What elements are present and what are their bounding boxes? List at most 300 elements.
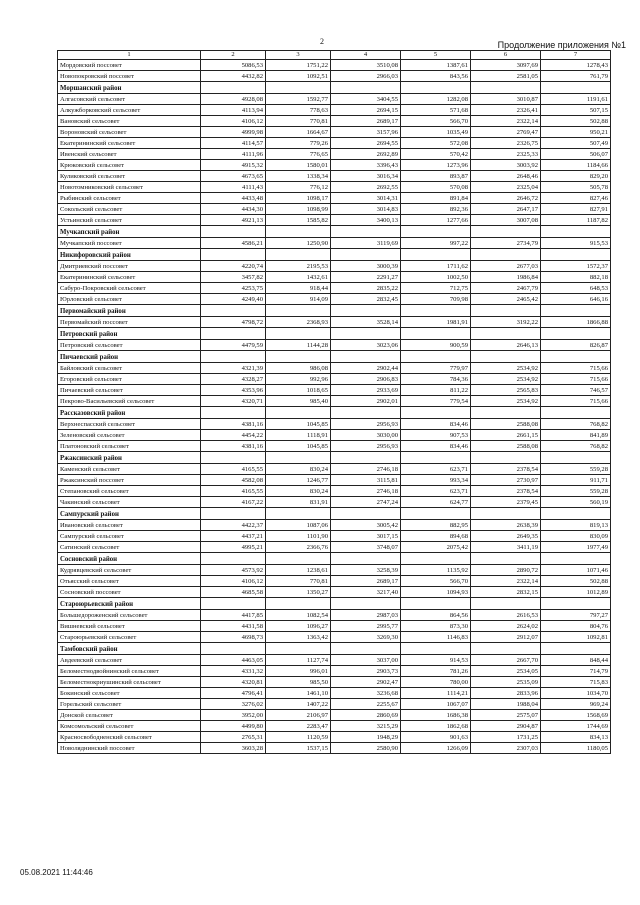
- value-cell: 781,26: [401, 666, 471, 677]
- value-cell: 779,26: [266, 138, 331, 149]
- settlement-name: Староюрьевский сельсовет: [58, 632, 201, 643]
- table-row: [58, 475, 611, 486]
- value-cell: 1094,93: [401, 587, 471, 598]
- value-cell: 715,66: [541, 396, 611, 407]
- empty-cell: [266, 351, 331, 363]
- table-row: [58, 294, 611, 305]
- settlement-name: Юрловский сельсовет: [58, 294, 201, 305]
- table-row: [58, 688, 611, 699]
- value-cell: 2689,17: [331, 576, 401, 587]
- value-cell: 1572,37: [541, 261, 611, 272]
- value-cell: 505,78: [541, 182, 611, 193]
- value-cell: 4798,72: [201, 317, 266, 328]
- value-cell: 911,71: [541, 475, 611, 486]
- value-cell: 4106,12: [201, 576, 266, 587]
- value-cell: 1082,54: [266, 610, 331, 621]
- value-cell: 918,44: [266, 283, 331, 294]
- district-row: [58, 328, 611, 340]
- value-cell: 1731,25: [471, 732, 541, 743]
- value-cell: 4220,74: [201, 261, 266, 272]
- district-row: [58, 553, 611, 565]
- value-cell: 4921,13: [201, 215, 266, 226]
- empty-cell: [201, 407, 266, 419]
- value-cell: 985,40: [266, 396, 331, 407]
- table-row: [58, 464, 611, 475]
- value-cell: 2534,92: [471, 374, 541, 385]
- value-cell: 993,34: [401, 475, 471, 486]
- value-cell: 1101,90: [266, 531, 331, 542]
- value-cell: 1664,67: [266, 127, 331, 138]
- empty-cell: [266, 643, 331, 655]
- value-cell: 2747,24: [331, 497, 401, 508]
- value-cell: 3215,29: [331, 721, 401, 732]
- empty-cell: [201, 328, 266, 340]
- value-cell: 776,12: [266, 182, 331, 193]
- value-cell: 2956,93: [331, 441, 401, 452]
- value-cell: 2692,89: [331, 149, 401, 160]
- value-cell: 3115,81: [331, 475, 401, 486]
- value-cell: 819,13: [541, 520, 611, 531]
- value-cell: 4253,75: [201, 283, 266, 294]
- value-cell: 560,19: [541, 497, 611, 508]
- column-number: 5: [401, 51, 471, 60]
- empty-cell: [401, 305, 471, 317]
- value-cell: 3010,87: [471, 94, 541, 105]
- district-name: Первомайский район: [58, 305, 201, 317]
- table-body: [58, 51, 611, 754]
- value-cell: 770,81: [266, 576, 331, 587]
- empty-cell: [541, 226, 611, 238]
- value-cell: 2588,08: [471, 441, 541, 452]
- table-row: [58, 732, 611, 743]
- value-cell: 1180,05: [541, 743, 611, 754]
- value-cell: 1686,38: [401, 710, 471, 721]
- empty-cell: [331, 407, 401, 419]
- value-cell: 1092,81: [541, 632, 611, 643]
- settlement-name: Байловский сельсовет: [58, 363, 201, 374]
- value-cell: 907,53: [401, 430, 471, 441]
- value-cell: 3016,34: [331, 171, 401, 182]
- value-cell: 2616,53: [471, 610, 541, 621]
- value-cell: 804,76: [541, 621, 611, 632]
- settlement-name: Рыбинский сельсовет: [58, 193, 201, 204]
- value-cell: 2646,13: [471, 340, 541, 351]
- district-name: Сампурский район: [58, 508, 201, 520]
- value-cell: 2106,97: [266, 710, 331, 721]
- table-row: [58, 340, 611, 351]
- value-cell: 2378,54: [471, 486, 541, 497]
- value-cell: 2581,05: [471, 71, 541, 82]
- empty-cell: [201, 452, 266, 464]
- value-cell: 2832,15: [471, 587, 541, 598]
- value-cell: 1096,27: [266, 621, 331, 632]
- value-cell: 1350,27: [266, 587, 331, 598]
- table-row: [58, 666, 611, 677]
- value-cell: 4479,59: [201, 340, 266, 351]
- value-cell: 2580,90: [331, 743, 401, 754]
- value-cell: 2378,54: [471, 464, 541, 475]
- table-row: [58, 60, 611, 71]
- settlement-name: Ивановский сельсовет: [58, 520, 201, 531]
- value-cell: 2769,47: [471, 127, 541, 138]
- empty-cell: [541, 407, 611, 419]
- value-cell: 882,18: [541, 272, 611, 283]
- value-cell: 2325,33: [471, 149, 541, 160]
- empty-cell: [331, 328, 401, 340]
- empty-cell: [401, 508, 471, 520]
- district-row: [58, 226, 611, 238]
- value-cell: 914,53: [401, 655, 471, 666]
- value-cell: 3528,14: [331, 317, 401, 328]
- settlement-name: Сосновский поссовет: [58, 587, 201, 598]
- value-cell: 1711,62: [401, 261, 471, 272]
- empty-cell: [331, 82, 401, 94]
- value-cell: 1144,28: [266, 340, 331, 351]
- empty-cell: [401, 249, 471, 261]
- value-cell: 827,91: [541, 204, 611, 215]
- value-cell: 2534,92: [471, 363, 541, 374]
- value-cell: 1585,82: [266, 215, 331, 226]
- empty-cell: [201, 82, 266, 94]
- value-cell: 4673,65: [201, 171, 266, 182]
- value-cell: 915,53: [541, 238, 611, 249]
- table-row: [58, 531, 611, 542]
- value-cell: 646,16: [541, 294, 611, 305]
- value-cell: 893,87: [401, 171, 471, 182]
- value-cell: 572,08: [401, 138, 471, 149]
- settlement-name: Петровский сельсовет: [58, 340, 201, 351]
- value-cell: 571,68: [401, 105, 471, 116]
- value-cell: 768,82: [541, 419, 611, 430]
- empty-cell: [471, 249, 541, 261]
- value-cell: 901,63: [401, 732, 471, 743]
- value-cell: 4432,82: [201, 71, 266, 82]
- table-row: [58, 363, 611, 374]
- settlement-name: Отьясский сельсовет: [58, 576, 201, 587]
- value-cell: 1034,70: [541, 688, 611, 699]
- district-row: [58, 82, 611, 94]
- value-cell: 1067,07: [401, 699, 471, 710]
- district-row: [58, 452, 611, 464]
- district-name: Тамбовский район: [58, 643, 201, 655]
- value-cell: 4320,81: [201, 677, 266, 688]
- value-cell: 4796,41: [201, 688, 266, 699]
- value-cell: 3119,69: [331, 238, 401, 249]
- district-name: Петровский район: [58, 328, 201, 340]
- value-cell: 1592,77: [266, 94, 331, 105]
- value-cell: 1432,61: [266, 272, 331, 283]
- settlement-name: Мордовский поссовет: [58, 60, 201, 71]
- value-cell: 2565,83: [471, 385, 541, 396]
- settlement-name: Степановский сельсовет: [58, 486, 201, 497]
- value-cell: 1118,91: [266, 430, 331, 441]
- empty-cell: [331, 452, 401, 464]
- table-row: [58, 565, 611, 576]
- empty-cell: [201, 643, 266, 655]
- value-cell: 1338,34: [266, 171, 331, 182]
- value-cell: 3014,83: [331, 204, 401, 215]
- value-cell: 2933,69: [331, 385, 401, 396]
- empty-cell: [471, 643, 541, 655]
- settlement-name: Большедороженский сельсовет: [58, 610, 201, 621]
- value-cell: 1537,15: [266, 743, 331, 754]
- table-row: [58, 138, 611, 149]
- settlement-name: Екатерининский сельсовет: [58, 272, 201, 283]
- value-cell: 1035,49: [401, 127, 471, 138]
- value-cell: 2835,22: [331, 283, 401, 294]
- value-cell: 502,88: [541, 116, 611, 127]
- value-cell: 2322,14: [471, 116, 541, 127]
- value-cell: 4431,58: [201, 621, 266, 632]
- value-cell: 507,15: [541, 105, 611, 116]
- value-cell: 4573,92: [201, 565, 266, 576]
- empty-cell: [266, 452, 331, 464]
- value-cell: 623,71: [401, 464, 471, 475]
- value-cell: 4381,16: [201, 441, 266, 452]
- settlement-name: Пичаевский сельсовет: [58, 385, 201, 396]
- value-cell: 2534,05: [471, 666, 541, 677]
- value-cell: 4417,85: [201, 610, 266, 621]
- column-number: 1: [58, 51, 201, 60]
- settlement-name: Кудрявцевский сельсовет: [58, 565, 201, 576]
- empty-cell: [471, 351, 541, 363]
- value-cell: 3748,07: [331, 542, 401, 553]
- value-cell: 570,08: [401, 182, 471, 193]
- value-cell: 834,46: [401, 441, 471, 452]
- value-cell: 1045,85: [266, 419, 331, 430]
- column-number: 7: [541, 51, 611, 60]
- value-cell: 4165,55: [201, 486, 266, 497]
- value-cell: 1278,43: [541, 60, 611, 71]
- table-row: [58, 116, 611, 127]
- value-cell: 2995,77: [331, 621, 401, 632]
- value-cell: 2912,07: [471, 632, 541, 643]
- value-cell: 4353,96: [201, 385, 266, 396]
- empty-cell: [331, 598, 401, 610]
- value-cell: 2535,09: [471, 677, 541, 688]
- table-row: [58, 710, 611, 721]
- empty-cell: [541, 249, 611, 261]
- table-row: [58, 396, 611, 407]
- value-cell: 3269,30: [331, 632, 401, 643]
- value-cell: 715,66: [541, 374, 611, 385]
- value-cell: 3014,31: [331, 193, 401, 204]
- value-cell: 996,01: [266, 666, 331, 677]
- settlement-name: Донской сельсовет: [58, 710, 201, 721]
- value-cell: 2575,07: [471, 710, 541, 721]
- empty-cell: [331, 553, 401, 565]
- value-cell: 2833,96: [471, 688, 541, 699]
- value-cell: 4331,32: [201, 666, 266, 677]
- value-cell: 1250,90: [266, 238, 331, 249]
- value-cell: 4995,21: [201, 542, 266, 553]
- value-cell: 4321,39: [201, 363, 266, 374]
- value-cell: 4422,37: [201, 520, 266, 531]
- value-cell: 4698,73: [201, 632, 266, 643]
- table-row: [58, 486, 611, 497]
- empty-cell: [201, 305, 266, 317]
- value-cell: 873,30: [401, 621, 471, 632]
- empty-cell: [541, 82, 611, 94]
- empty-cell: [401, 452, 471, 464]
- value-cell: 1246,77: [266, 475, 331, 486]
- value-cell: 3404,55: [331, 94, 401, 105]
- settlement-name: Вороновский сельсовет: [58, 127, 201, 138]
- value-cell: 776,65: [266, 149, 331, 160]
- table-row: [58, 94, 611, 105]
- value-cell: 1751,22: [266, 60, 331, 71]
- value-cell: 1981,91: [401, 317, 471, 328]
- value-cell: 3037,00: [331, 655, 401, 666]
- value-cell: 3457,82: [201, 272, 266, 283]
- settlement-name: Куликовский сельсовет: [58, 171, 201, 182]
- value-cell: 841,89: [541, 430, 611, 441]
- value-cell: 3030,00: [331, 430, 401, 441]
- value-cell: 714,79: [541, 666, 611, 677]
- district-name: Сосновский район: [58, 553, 201, 565]
- settlement-name: Сатинский сельсовет: [58, 542, 201, 553]
- empty-cell: [471, 553, 541, 565]
- value-cell: 892,36: [401, 204, 471, 215]
- value-cell: 2638,39: [471, 520, 541, 531]
- empty-cell: [201, 553, 266, 565]
- district-name: Пичаевский район: [58, 351, 201, 363]
- table-row: [58, 272, 611, 283]
- value-cell: 827,46: [541, 193, 611, 204]
- empty-cell: [266, 598, 331, 610]
- value-cell: 2588,08: [471, 419, 541, 430]
- tariff-table: [57, 50, 611, 754]
- value-cell: 4499,80: [201, 721, 266, 732]
- value-cell: 2467,79: [471, 283, 541, 294]
- table-row: [58, 215, 611, 226]
- table-row: [58, 587, 611, 598]
- value-cell: 2694,55: [331, 138, 401, 149]
- settlement-name: Авдеевский сельсовет: [58, 655, 201, 666]
- value-cell: 831,91: [266, 497, 331, 508]
- settlement-name: Сабуро-Покровский сельсовет: [58, 283, 201, 294]
- empty-cell: [201, 351, 266, 363]
- value-cell: 3003,92: [471, 160, 541, 171]
- value-cell: 1146,83: [401, 632, 471, 643]
- empty-cell: [541, 351, 611, 363]
- value-cell: 2366,76: [266, 542, 331, 553]
- value-cell: 848,44: [541, 655, 611, 666]
- value-cell: 1277,66: [401, 215, 471, 226]
- value-cell: 3217,40: [331, 587, 401, 598]
- value-cell: 2291,27: [331, 272, 401, 283]
- table-row: [58, 743, 611, 754]
- table-row: [58, 149, 611, 160]
- empty-cell: [401, 553, 471, 565]
- table-row: [58, 127, 611, 138]
- value-cell: 950,21: [541, 127, 611, 138]
- value-cell: 992,96: [266, 374, 331, 385]
- settlement-name: Егоровский сельсовет: [58, 374, 201, 385]
- district-row: [58, 305, 611, 317]
- value-cell: 4106,12: [201, 116, 266, 127]
- value-cell: 2746,18: [331, 464, 401, 475]
- value-cell: 826,87: [541, 340, 611, 351]
- value-cell: 3258,39: [331, 565, 401, 576]
- table-row: [58, 655, 611, 666]
- value-cell: 1012,89: [541, 587, 611, 598]
- table-row: [58, 71, 611, 82]
- value-cell: 830,24: [266, 464, 331, 475]
- value-cell: 4437,21: [201, 531, 266, 542]
- value-cell: 2832,45: [331, 294, 401, 305]
- value-cell: 1045,85: [266, 441, 331, 452]
- value-cell: 3192,22: [471, 317, 541, 328]
- value-cell: 3157,96: [331, 127, 401, 138]
- value-cell: 2902,01: [331, 396, 401, 407]
- table-row: [58, 238, 611, 249]
- table-row: [58, 374, 611, 385]
- value-cell: 2326,75: [471, 138, 541, 149]
- empty-cell: [401, 643, 471, 655]
- table-row: [58, 621, 611, 632]
- empty-cell: [471, 305, 541, 317]
- value-cell: 2734,79: [471, 238, 541, 249]
- value-cell: 2465,42: [471, 294, 541, 305]
- district-name: Никифоровский район: [58, 249, 201, 261]
- value-cell: 624,77: [401, 497, 471, 508]
- value-cell: 969,24: [541, 699, 611, 710]
- value-cell: 1282,08: [401, 94, 471, 105]
- empty-cell: [541, 508, 611, 520]
- value-cell: 2956,93: [331, 419, 401, 430]
- empty-cell: [331, 508, 401, 520]
- empty-cell: [201, 508, 266, 520]
- settlement-name: Устьинский сельсовет: [58, 215, 201, 226]
- settlement-name: Новопокровский поссовет: [58, 71, 201, 82]
- value-cell: 2255,67: [331, 699, 401, 710]
- settlement-name: Вановский сельсовет: [58, 116, 201, 127]
- value-cell: 1135,92: [401, 565, 471, 576]
- value-cell: 1977,49: [541, 542, 611, 553]
- settlement-name: Ивенский сельсовет: [58, 149, 201, 160]
- settlement-name: Екатерининский сельсовет: [58, 138, 201, 149]
- value-cell: 2647,17: [471, 204, 541, 215]
- value-cell: 2379,45: [471, 497, 541, 508]
- empty-cell: [201, 249, 266, 261]
- district-row: [58, 643, 611, 655]
- table-row: [58, 677, 611, 688]
- value-cell: 4249,40: [201, 294, 266, 305]
- settlement-name: Сокольский сельсовет: [58, 204, 201, 215]
- settlement-name: Сампурский сельсовет: [58, 531, 201, 542]
- value-cell: 4114,57: [201, 138, 266, 149]
- value-cell: 2890,72: [471, 565, 541, 576]
- value-cell: 900,59: [401, 340, 471, 351]
- value-cell: 778,63: [266, 105, 331, 116]
- value-cell: 4685,58: [201, 587, 266, 598]
- value-cell: 1744,69: [541, 721, 611, 732]
- settlement-name: Крюковский сельсовет: [58, 160, 201, 171]
- value-cell: 2730,97: [471, 475, 541, 486]
- district-name: Мучкапский район: [58, 226, 201, 238]
- table-row: [58, 283, 611, 294]
- empty-cell: [401, 598, 471, 610]
- value-cell: 3007,08: [471, 215, 541, 226]
- empty-cell: [471, 452, 541, 464]
- value-cell: 2746,18: [331, 486, 401, 497]
- settlement-name: Мучкапский поссовет: [58, 238, 201, 249]
- district-row: [58, 249, 611, 261]
- value-cell: 1580,01: [266, 160, 331, 171]
- value-cell: 1114,21: [401, 688, 471, 699]
- empty-cell: [471, 328, 541, 340]
